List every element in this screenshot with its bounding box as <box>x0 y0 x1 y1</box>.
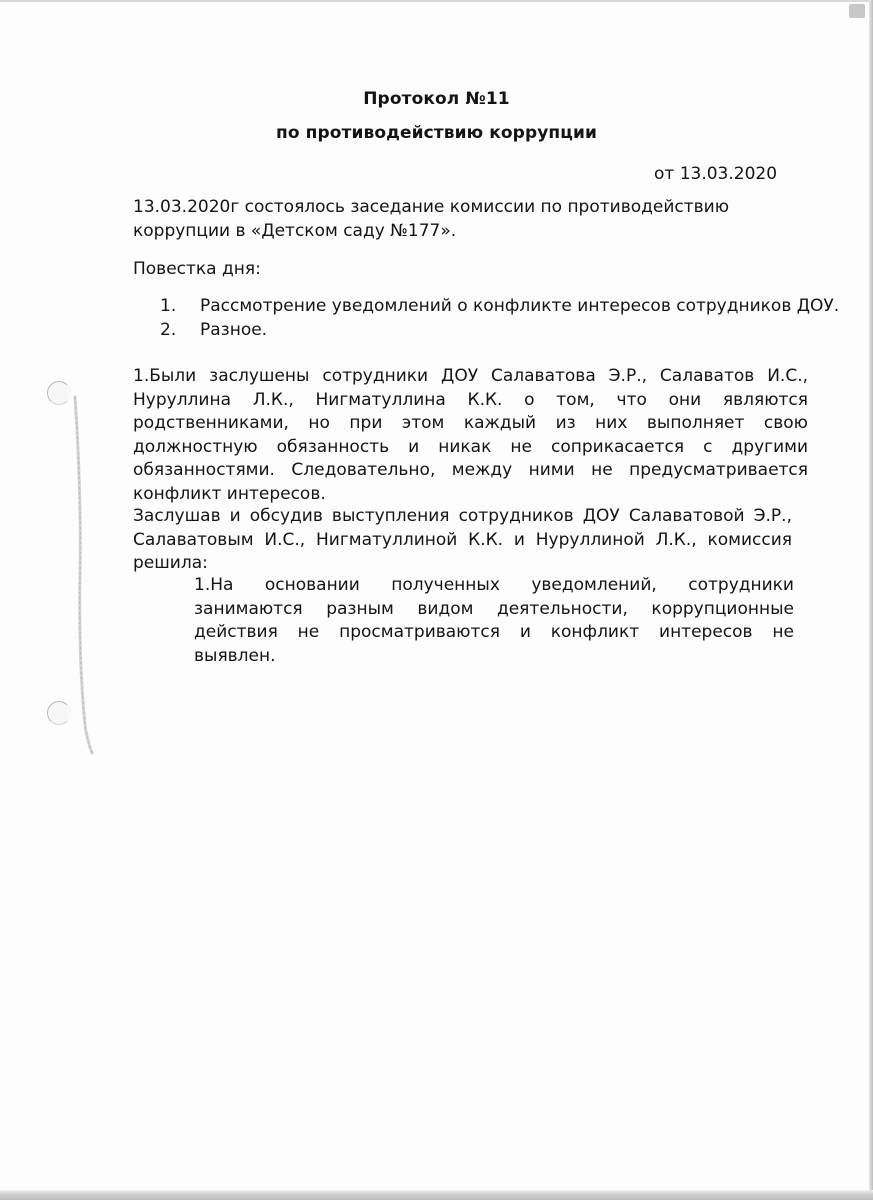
agenda-item-text: Рассмотрение уведомлений о конфликте интересов сотрудников ДОУ. <box>200 296 840 316</box>
decision-item: 1.На основании полученных уведомлений, сотрудники занимаются разным видом деятельности, коррупционные действия не просматриваются и конфликт интересов не выявлен. <box>194 575 794 666</box>
corner-scan-mark <box>849 4 865 18</box>
page-top-edge <box>0 0 873 2</box>
agenda-item <box>160 320 267 340</box>
agenda-item <box>160 296 839 316</box>
document-subtitle: по противодействию коррупции <box>276 123 597 143</box>
document-title: Протокол №11 <box>363 89 510 109</box>
agenda-item-number: 2. <box>160 320 177 340</box>
page-right-edge <box>869 0 873 1200</box>
intro-paragraph: 13.03.2020г состоялось заседание комиссии по противодействию коррупции в «Детском саду №177». <box>133 197 730 241</box>
paragraph-commission-decision: Заслушав и обсудив выступления сотрудников ДОУ Салаватовой Э.Р., Салаватовым И.С., Нигматуллиной К.К. и Нуруллиной Л.К., комиссия решила: <box>133 506 792 573</box>
paragraph-heard-employees: 1.Были заслушены сотрудники ДОУ Салаватова Э.Р., Салаватов И.С., Нуруллина Л.К., Нигматуллина К.К. о том, что они являются родственниками, но при этом каждый из них выполняет свою должностную обязанность и никак не соприкасается с другими обязанностями. Следовательно, между ними не предусматривается конфликт интересов. <box>133 366 808 504</box>
document-date: от 13.03.2020 <box>654 164 778 184</box>
agenda-heading: Повестка дня: <box>133 259 261 279</box>
agenda-item-text: Разное. <box>200 320 268 340</box>
page-bottom-edge <box>0 1190 873 1200</box>
agenda-item-number: 1. <box>160 296 177 316</box>
binding-string <box>63 395 103 755</box>
